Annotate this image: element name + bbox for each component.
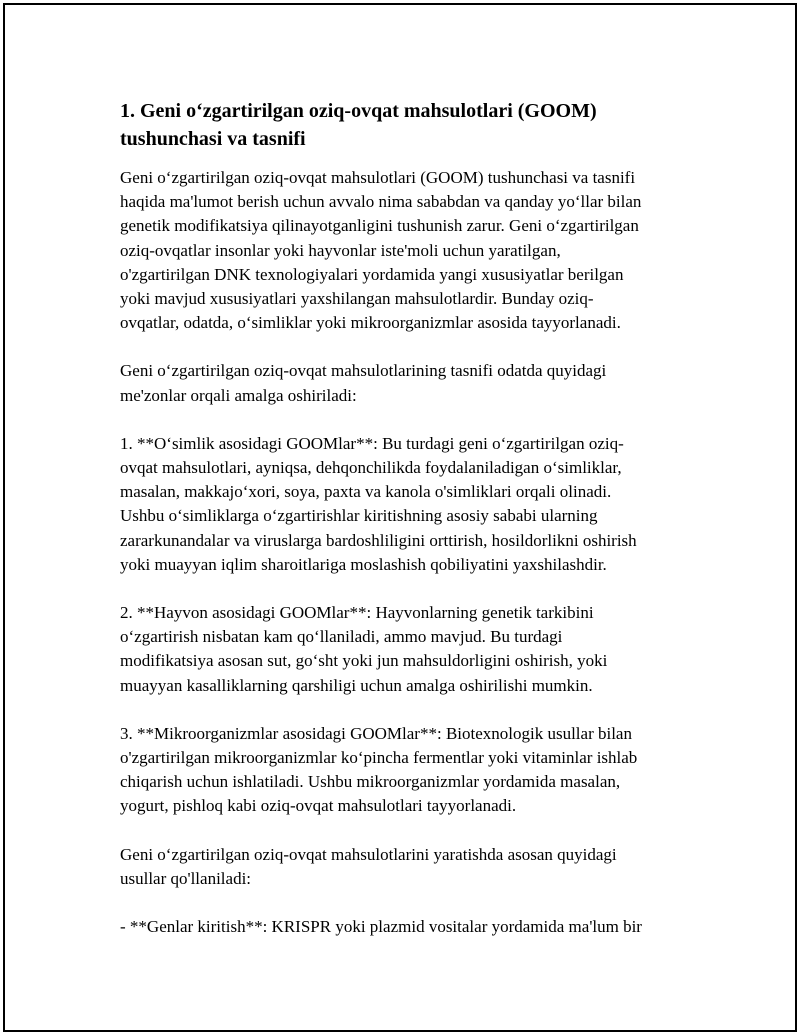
- paragraph-intro: Geni o‘zgartirilgan oziq-ovqat mahsulotlari (GOOM) tushunchasi va tasnifi haqida ma'lumot berish uchun avvalo nima sababdan va qanday yo‘llar bilan genetik modifikatsiya qilinayotganligini tushunish zarur. Geni o‘zgartirilgan oziq-ovqatlar insonlar yoki hayvonlar iste'moli uchun yaratilgan, o'zgartirilgan DNK texnologiyalari yordamida yangi xususiyatlar berilgan yoki mavjud xususiyatlari yaxshilangan mahsulotlardir. Bunday oziq- ovqatlar, odatda, o‘simliklar yoki mikroorganizmlar asosida tayyorlanadi.: [120, 168, 642, 333]
- document-body: [120, 97, 700, 939]
- list-item-gene-insertion: - **Genlar kiritish**: KRISPR yoki plazmid vositalar yordamida ma'lum bir: [120, 917, 642, 937]
- list-item-plant-goom: 1. **O‘simlik asosidagi GOOMlar**: Bu turdagi geni o‘zgartirilgan oziq- ovqat mahsulotlari, ayniqsa, dehqonchilikda foydalaniladigan o‘simliklar, masalan, makkajo‘xori, soya, paxta va kanola o'simliklari orqali olinadi. Ushbu o‘simliklarga o‘zgartirishlar kiritishning asosiy sababi ularning zararkunandalar va viruslarga bardoshliligini orttirish, hosildorlikni oshirish yoki muayyan iqlim sharoitlariga moslashish qobiliyatini yaxshilashdir.: [120, 433, 637, 574]
- list-item-animal-goom: 2. **Hayvon asosidagi GOOMlar**: Hayvonlarning genetik tarkibini o‘zgartirish nisbatan kam qo‘llaniladi, ammo mavjud. Bu turdagi modifikatsiya asosan sut, go‘sht yoki jun mahsuldorligini oshirish, yoki muayyan kasalliklarning qarshiligi uchun amalga oshirilishi mumkin.: [120, 603, 608, 695]
- section-heading-line-2: tushunchasi va tasnifi: [120, 128, 306, 150]
- document-page: [3, 3, 797, 1032]
- paragraph-methods-intro: Geni o‘zgartirilgan oziq-ovqat mahsulotlarini yaratishda asosan quyidagi usullar qo'llaniladi:: [120, 844, 617, 888]
- section-heading: [120, 97, 700, 153]
- section-heading-line-1: 1. Geni o‘zgartirilgan oziq-ovqat mahsulotlari (GOOM): [120, 100, 597, 122]
- list-item-microorganism-goom: 3. **Mikroorganizmlar asosidagi GOOMlar**: Biotexnologik usullar bilan o'zgartirilgan mikroorganizmlar ko‘pincha fermentlar yoki vitaminlar ishlab chiqarish uchun ishlatiladi. Ushbu mikroorganizmlar yordamida masalan, yogurt, pishloq kabi oziq-ovqat mahsulotlari tayyorlanadi.: [120, 723, 638, 816]
- paragraph-classification-intro: Geni o‘zgartirilgan oziq-ovqat mahsulotlarining tasnifi odatda quyidagi me'zonlar orqali amalga oshiriladi:: [120, 361, 607, 405]
